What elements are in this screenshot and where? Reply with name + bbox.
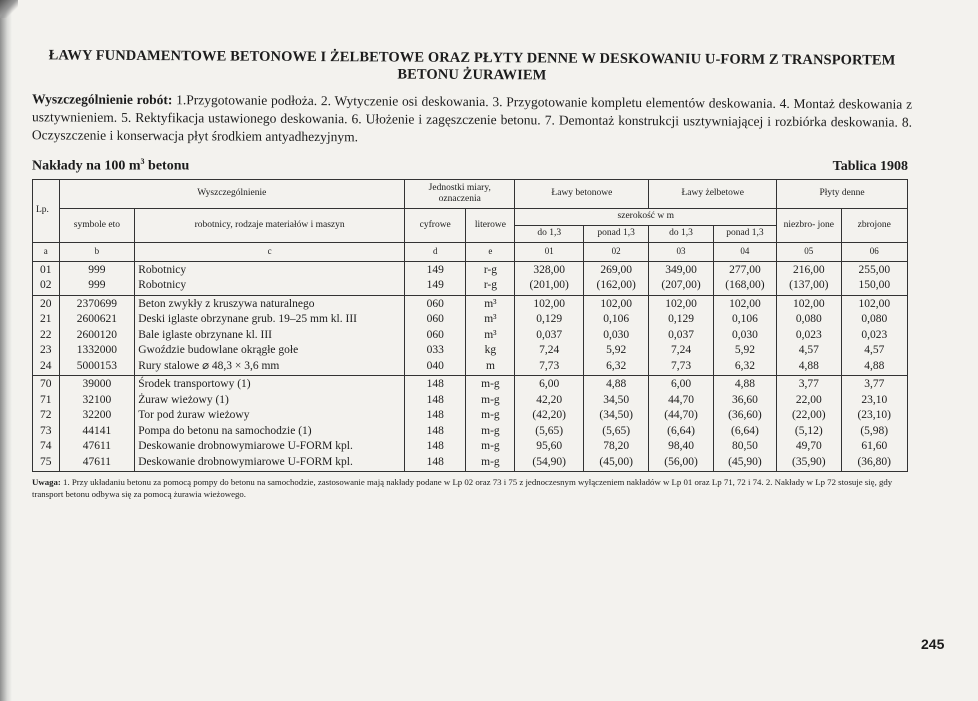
cell-literowe-line: m³ xyxy=(484,297,497,310)
value: (5,65) xyxy=(602,424,631,437)
cell-name-line: Robotnicy xyxy=(138,263,187,276)
cell-value-col-1 xyxy=(515,376,583,472)
cell-lp-line: 75 xyxy=(40,455,52,468)
norms-table-body xyxy=(33,261,908,472)
value: 7,73 xyxy=(670,359,692,372)
cell-cyfrowe-line: 040 xyxy=(426,359,444,372)
column-letter: b xyxy=(59,242,135,261)
cell-value-col-5 xyxy=(777,295,841,376)
value: (5,12) xyxy=(794,424,823,437)
cell-literowe-line: m-g xyxy=(481,440,500,453)
value: 277,00 xyxy=(729,263,761,276)
value: 4,57 xyxy=(798,344,819,357)
cell-cyfrowe-line: 148 xyxy=(426,455,444,468)
value: (22,00) xyxy=(792,409,826,422)
value: 3,77 xyxy=(798,378,819,391)
header-lp: Lp. xyxy=(33,179,60,242)
value: 4,57 xyxy=(864,344,885,357)
column-letter-row xyxy=(33,242,908,261)
value: 0,037 xyxy=(668,328,694,341)
value: (42,20) xyxy=(532,409,566,422)
cell-cyfrowe xyxy=(405,295,466,376)
cell-lp-line: 74 xyxy=(40,440,52,453)
cell-cyfrowe-line: 149 xyxy=(426,263,444,276)
value: 102,00 xyxy=(600,297,632,310)
column-letter: c xyxy=(135,242,405,261)
column-letter: 01 xyxy=(515,242,583,261)
cell-symbol-line: 47611 xyxy=(82,440,112,453)
cell-value-col-3 xyxy=(649,295,713,376)
cell-name-line: Deskowanie drobnowymiarowe U-FORM kpl. xyxy=(138,440,353,453)
cell-symbol-line: 32100 xyxy=(82,393,112,406)
cell-lp-line: 02 xyxy=(40,279,52,292)
header-lawy-zelbetowe: Ławy żelbetowe xyxy=(649,179,777,208)
value: 7,24 xyxy=(539,344,560,357)
cell-literowe-line: m-g xyxy=(481,393,500,406)
value: 328,00 xyxy=(533,263,565,276)
value: 216,00 xyxy=(792,263,825,276)
footnote xyxy=(32,476,912,500)
cell-literowe-line: m³ xyxy=(484,313,497,326)
cell-value-col-4 xyxy=(713,261,776,295)
value: 0,023 xyxy=(795,328,822,341)
document-page xyxy=(31,47,913,509)
cell-symbol-line: 5000153 xyxy=(76,359,117,372)
header-symbole: symbole eto xyxy=(59,208,135,242)
cell-symbol-line: 44141 xyxy=(82,424,112,437)
header-cyfrowe: cyfrowe xyxy=(405,208,466,242)
expenditure-heading: Nakłady na 100 $m^3$ betonu xyxy=(32,157,190,174)
cell-name-line: Robotnicy xyxy=(138,279,187,292)
cell-name-line: Środek transportowy (1) xyxy=(138,378,251,391)
cell-cyfrowe-line: 149 xyxy=(426,279,444,292)
cell-literowe-line: r-g xyxy=(483,263,498,276)
cell-literowe-line: m-g xyxy=(481,455,500,468)
value: 4,88 xyxy=(798,359,819,372)
column-letter: 04 xyxy=(713,242,776,261)
value: (162,00) xyxy=(596,279,636,292)
column-letter: 02 xyxy=(583,242,648,261)
value: (36,80) xyxy=(857,455,892,468)
cell-symbol-line: 999 xyxy=(88,279,106,292)
value: 78,20 xyxy=(603,440,630,453)
column-letter: 03 xyxy=(649,242,713,261)
cell-literowe-line: m³ xyxy=(484,328,497,341)
header-jednostki: Jednostki miary, oznaczenia xyxy=(405,179,515,208)
cell-name-line: Beton zwykły z kruszywa naturalnego xyxy=(138,297,315,310)
cell-cyfrowe-line: 148 xyxy=(426,378,444,391)
value: 4,88 xyxy=(864,359,885,372)
value: 6,32 xyxy=(734,359,755,372)
cell-lp-line: 70 xyxy=(40,378,52,391)
value: 0,037 xyxy=(536,328,563,341)
cell-cyfrowe-line: 033 xyxy=(426,344,444,357)
cell-lp-line: 21 xyxy=(40,313,52,326)
value: 4,88 xyxy=(734,378,755,391)
value: 23,10 xyxy=(861,393,888,406)
cell-lp-line: 22 xyxy=(40,328,52,341)
value: (45,00) xyxy=(599,455,633,468)
table-number: Tablica 1908 xyxy=(832,158,908,174)
value: 0,030 xyxy=(731,328,758,341)
cell-cyfrowe xyxy=(405,376,466,472)
value: (56,00) xyxy=(664,455,698,468)
cell-literowe-line: m-g xyxy=(481,424,500,437)
cell-literowe-line: m xyxy=(485,359,495,372)
cell-symbol-line: 1332000 xyxy=(76,344,117,357)
column-letter: 06 xyxy=(841,242,908,261)
value: 0,129 xyxy=(668,313,694,326)
cell-value-col-4 xyxy=(713,295,776,376)
cell-value-col-4 xyxy=(713,376,776,472)
cell-lp xyxy=(33,376,60,472)
value: 4,88 xyxy=(606,378,627,391)
cell-symbol-line: 47611 xyxy=(82,455,112,468)
value: 95,60 xyxy=(536,440,563,453)
cell-value-col-2 xyxy=(583,295,648,376)
cell-symbol-line: 2370699 xyxy=(76,297,117,310)
cell-cyfrowe-line: 060 xyxy=(426,328,444,341)
cell-cyfrowe-line: 148 xyxy=(426,424,444,437)
cell-lp-line: 20 xyxy=(40,297,52,310)
value: 3,77 xyxy=(864,378,885,391)
header-robotnicy: robotnicy, rodzaje materiałów i maszyn xyxy=(135,208,405,242)
header-lz-ponad: ponad 1,3 xyxy=(713,225,776,242)
value: (45,90) xyxy=(728,455,762,468)
footnote-text: 1. Przy układaniu betonu za pomocą pompy do betonu na samochodzie, zastosowanie mają nakłady podane w Lp 02 oraz 73 i 75 z jednoczesnym wyłączeniem nakładów w Lp 01 oraz Lp 71, 72 i 74. 2. Nakłady w Lp 72 stosuje się, gdy transport betonu odbywa się za pomocą żurawia wieżowego. xyxy=(32,477,893,500)
cell-lp xyxy=(33,295,60,376)
value: (36,60) xyxy=(728,409,762,422)
value: 34,50 xyxy=(603,393,630,406)
header-lb-do: do 1,3 xyxy=(515,225,583,242)
cell-value-col-3 xyxy=(649,261,713,295)
value: (23,10) xyxy=(857,409,892,422)
header-lawy-betonowe: Ławy betonowe xyxy=(515,179,649,208)
cell-lp-line: 71 xyxy=(40,393,52,406)
cell-literowe xyxy=(466,376,515,472)
cell-lp xyxy=(33,261,60,295)
cell-value-col-3 xyxy=(649,376,713,472)
cell-literowe-line: m-g xyxy=(481,409,500,422)
value: 0,129 xyxy=(536,313,563,326)
header-lb-ponad: ponad 1,3 xyxy=(583,225,648,242)
value: 0,106 xyxy=(731,313,758,326)
cell-name xyxy=(135,376,405,472)
value: 102,00 xyxy=(792,297,825,310)
value: (5,65) xyxy=(535,424,564,437)
cell-symbol-line: 39000 xyxy=(82,378,112,391)
cell-symbol-line: 2600120 xyxy=(76,328,117,341)
header-literowe: literowe xyxy=(466,208,515,242)
value: 0,023 xyxy=(861,328,888,341)
document-title: ŁAWY FUNDAMENTOWE BETONOWE I ŻELBETOWE ORAZ PŁYTY DENNE W DESKOWANIU U-FORM Z TRANSPORTEM BETONU ŻURAWIEM xyxy=(48,47,896,84)
table-row-group xyxy=(33,295,908,376)
value: 36,60 xyxy=(731,393,758,406)
cell-name-line: Pompa do betonu na samochodzie (1) xyxy=(138,424,312,437)
value: 102,00 xyxy=(729,297,761,310)
value: 5,92 xyxy=(734,344,755,357)
cell-name-line: Rury stalowe ⌀ 48,3 × 3,6 mm xyxy=(138,359,280,372)
column-letter: d xyxy=(405,242,466,261)
cell-symbol xyxy=(59,295,135,376)
value: 42,20 xyxy=(536,393,563,406)
cell-cyfrowe xyxy=(405,261,466,295)
cell-cyfrowe-line: 060 xyxy=(426,313,444,326)
cell-literowe-line: m-g xyxy=(481,378,500,391)
cell-literowe xyxy=(466,295,515,376)
value: 7,24 xyxy=(670,344,692,357)
value: 7,73 xyxy=(539,359,560,372)
cell-symbol-line: 999 xyxy=(88,263,106,276)
cell-name xyxy=(135,261,405,295)
cell-symbol-line: 32200 xyxy=(82,409,112,422)
header-szerokosc: szerokość w m xyxy=(515,208,777,225)
value: (6,64) xyxy=(667,424,695,437)
footnote-label: Uwaga: xyxy=(32,477,61,488)
value: 0,080 xyxy=(795,313,822,326)
value: 269,00 xyxy=(600,263,632,276)
cell-lp-line: 01 xyxy=(40,263,52,276)
page-number: 245 xyxy=(921,636,945,652)
value: 22,00 xyxy=(795,393,822,406)
value: (168,00) xyxy=(725,279,765,292)
cell-symbol-line: 2600621 xyxy=(76,313,117,326)
value: 5,92 xyxy=(606,344,627,357)
value: (54,90) xyxy=(532,455,566,468)
header-wyszczegolnienie: Wyszczególnienie xyxy=(59,179,405,208)
value: 61,60 xyxy=(861,440,888,453)
cell-name xyxy=(135,295,405,376)
cell-lp-line: 24 xyxy=(40,359,52,372)
value: 6,00 xyxy=(539,378,560,391)
cell-literowe-line: r-g xyxy=(483,279,498,292)
value: 80,50 xyxy=(731,440,758,453)
cell-cyfrowe-line: 148 xyxy=(426,409,444,422)
norms-table xyxy=(32,179,908,473)
column-letter: a xyxy=(33,242,60,261)
value: 150,00 xyxy=(858,279,891,292)
cell-cyfrowe-line: 148 xyxy=(426,440,444,453)
value: 0,030 xyxy=(603,328,630,341)
cell-value-col-6 xyxy=(841,376,908,472)
cell-name-line: Deskowanie drobnowymiarowe U-FORM kpl. xyxy=(138,455,353,468)
works-description-text: 1.Przygotowanie podłoża. 2. Wytyczenie osi deskowania. 3. Przygotowanie kompletu elementów deskowania. 4. Montaż deskowania z usztywnieniem. 5. Rektyfikacja ustawionego deskowania. 6. Ułożenie i zagęszczenie betonu. 7. Demontaż konstrukcji usztywniającej i rozbiórka deskowania. 8. Oczyszczenie i konserwacja płyt środkiem antyadhezyjnym. xyxy=(31,92,913,145)
cell-name-line: Żuraw wieżowy (1) xyxy=(138,393,229,406)
header-niezbrojone: niezbro- jone xyxy=(777,208,841,242)
column-letter: 05 xyxy=(777,242,841,261)
value: 44,70 xyxy=(668,393,694,406)
value: (201,00) xyxy=(529,279,569,292)
value: 49,70 xyxy=(795,440,822,453)
cell-value-col-1 xyxy=(515,295,583,376)
cell-lp-line: 72 xyxy=(40,409,52,422)
table-row-group xyxy=(33,376,908,472)
header-lz-do: do 1,3 xyxy=(649,225,713,242)
value: 6,32 xyxy=(606,359,627,372)
subheader xyxy=(32,157,912,175)
cell-symbol xyxy=(59,376,135,472)
cell-cyfrowe-line: 148 xyxy=(426,393,444,406)
column-letter: e xyxy=(466,242,515,261)
value: 102,00 xyxy=(665,297,697,310)
cell-value-col-5 xyxy=(777,261,841,295)
value: (207,00) xyxy=(661,279,701,292)
value: 349,00 xyxy=(665,263,697,276)
works-description xyxy=(32,90,912,149)
page-binding-shadow xyxy=(0,0,12,701)
header-zbrojone: zbrojone xyxy=(841,208,908,242)
cell-value-col-5 xyxy=(777,376,841,472)
value: 102,00 xyxy=(858,297,891,310)
header-plyty-denne: Płyty denne xyxy=(777,179,908,208)
value: 255,00 xyxy=(858,263,891,276)
cell-literowe xyxy=(466,261,515,295)
works-description-label: Wyszczególnienie robót: xyxy=(32,91,173,108)
cell-name-line: Tor pod żuraw wieżowy xyxy=(138,409,250,422)
cell-name-line: Deski iglaste obrzynane grub. 19–25 mm kl. III xyxy=(138,313,357,326)
cell-symbol xyxy=(59,261,135,295)
cell-value-col-6 xyxy=(841,261,908,295)
table-row-group xyxy=(33,261,908,295)
value: 102,00 xyxy=(533,297,565,310)
value: (34,50) xyxy=(599,409,633,422)
value: (137,00) xyxy=(789,279,829,292)
value: (35,90) xyxy=(792,455,826,468)
cell-cyfrowe-line: 060 xyxy=(426,297,444,310)
value: 98,40 xyxy=(668,440,694,453)
value: (5,98) xyxy=(860,424,889,437)
page-corner-shadow xyxy=(0,0,18,18)
cell-value-col-2 xyxy=(583,261,648,295)
cell-name-line: Bale iglaste obrzynane kl. III xyxy=(138,328,272,341)
cell-lp-line: 23 xyxy=(40,344,52,357)
value: (6,64) xyxy=(731,424,759,437)
cell-name-line: Gwoździe budowlane okrągłe gołe xyxy=(138,344,299,357)
cell-literowe-line: kg xyxy=(484,344,497,357)
value: (44,70) xyxy=(664,409,698,422)
cell-value-col-1 xyxy=(515,261,583,295)
value: 0,080 xyxy=(861,313,888,326)
cell-value-col-2 xyxy=(583,376,648,472)
value: 6,00 xyxy=(670,378,692,391)
cell-lp-line: 73 xyxy=(40,424,52,437)
cell-value-col-6 xyxy=(841,295,908,376)
value: 0,106 xyxy=(603,313,630,326)
